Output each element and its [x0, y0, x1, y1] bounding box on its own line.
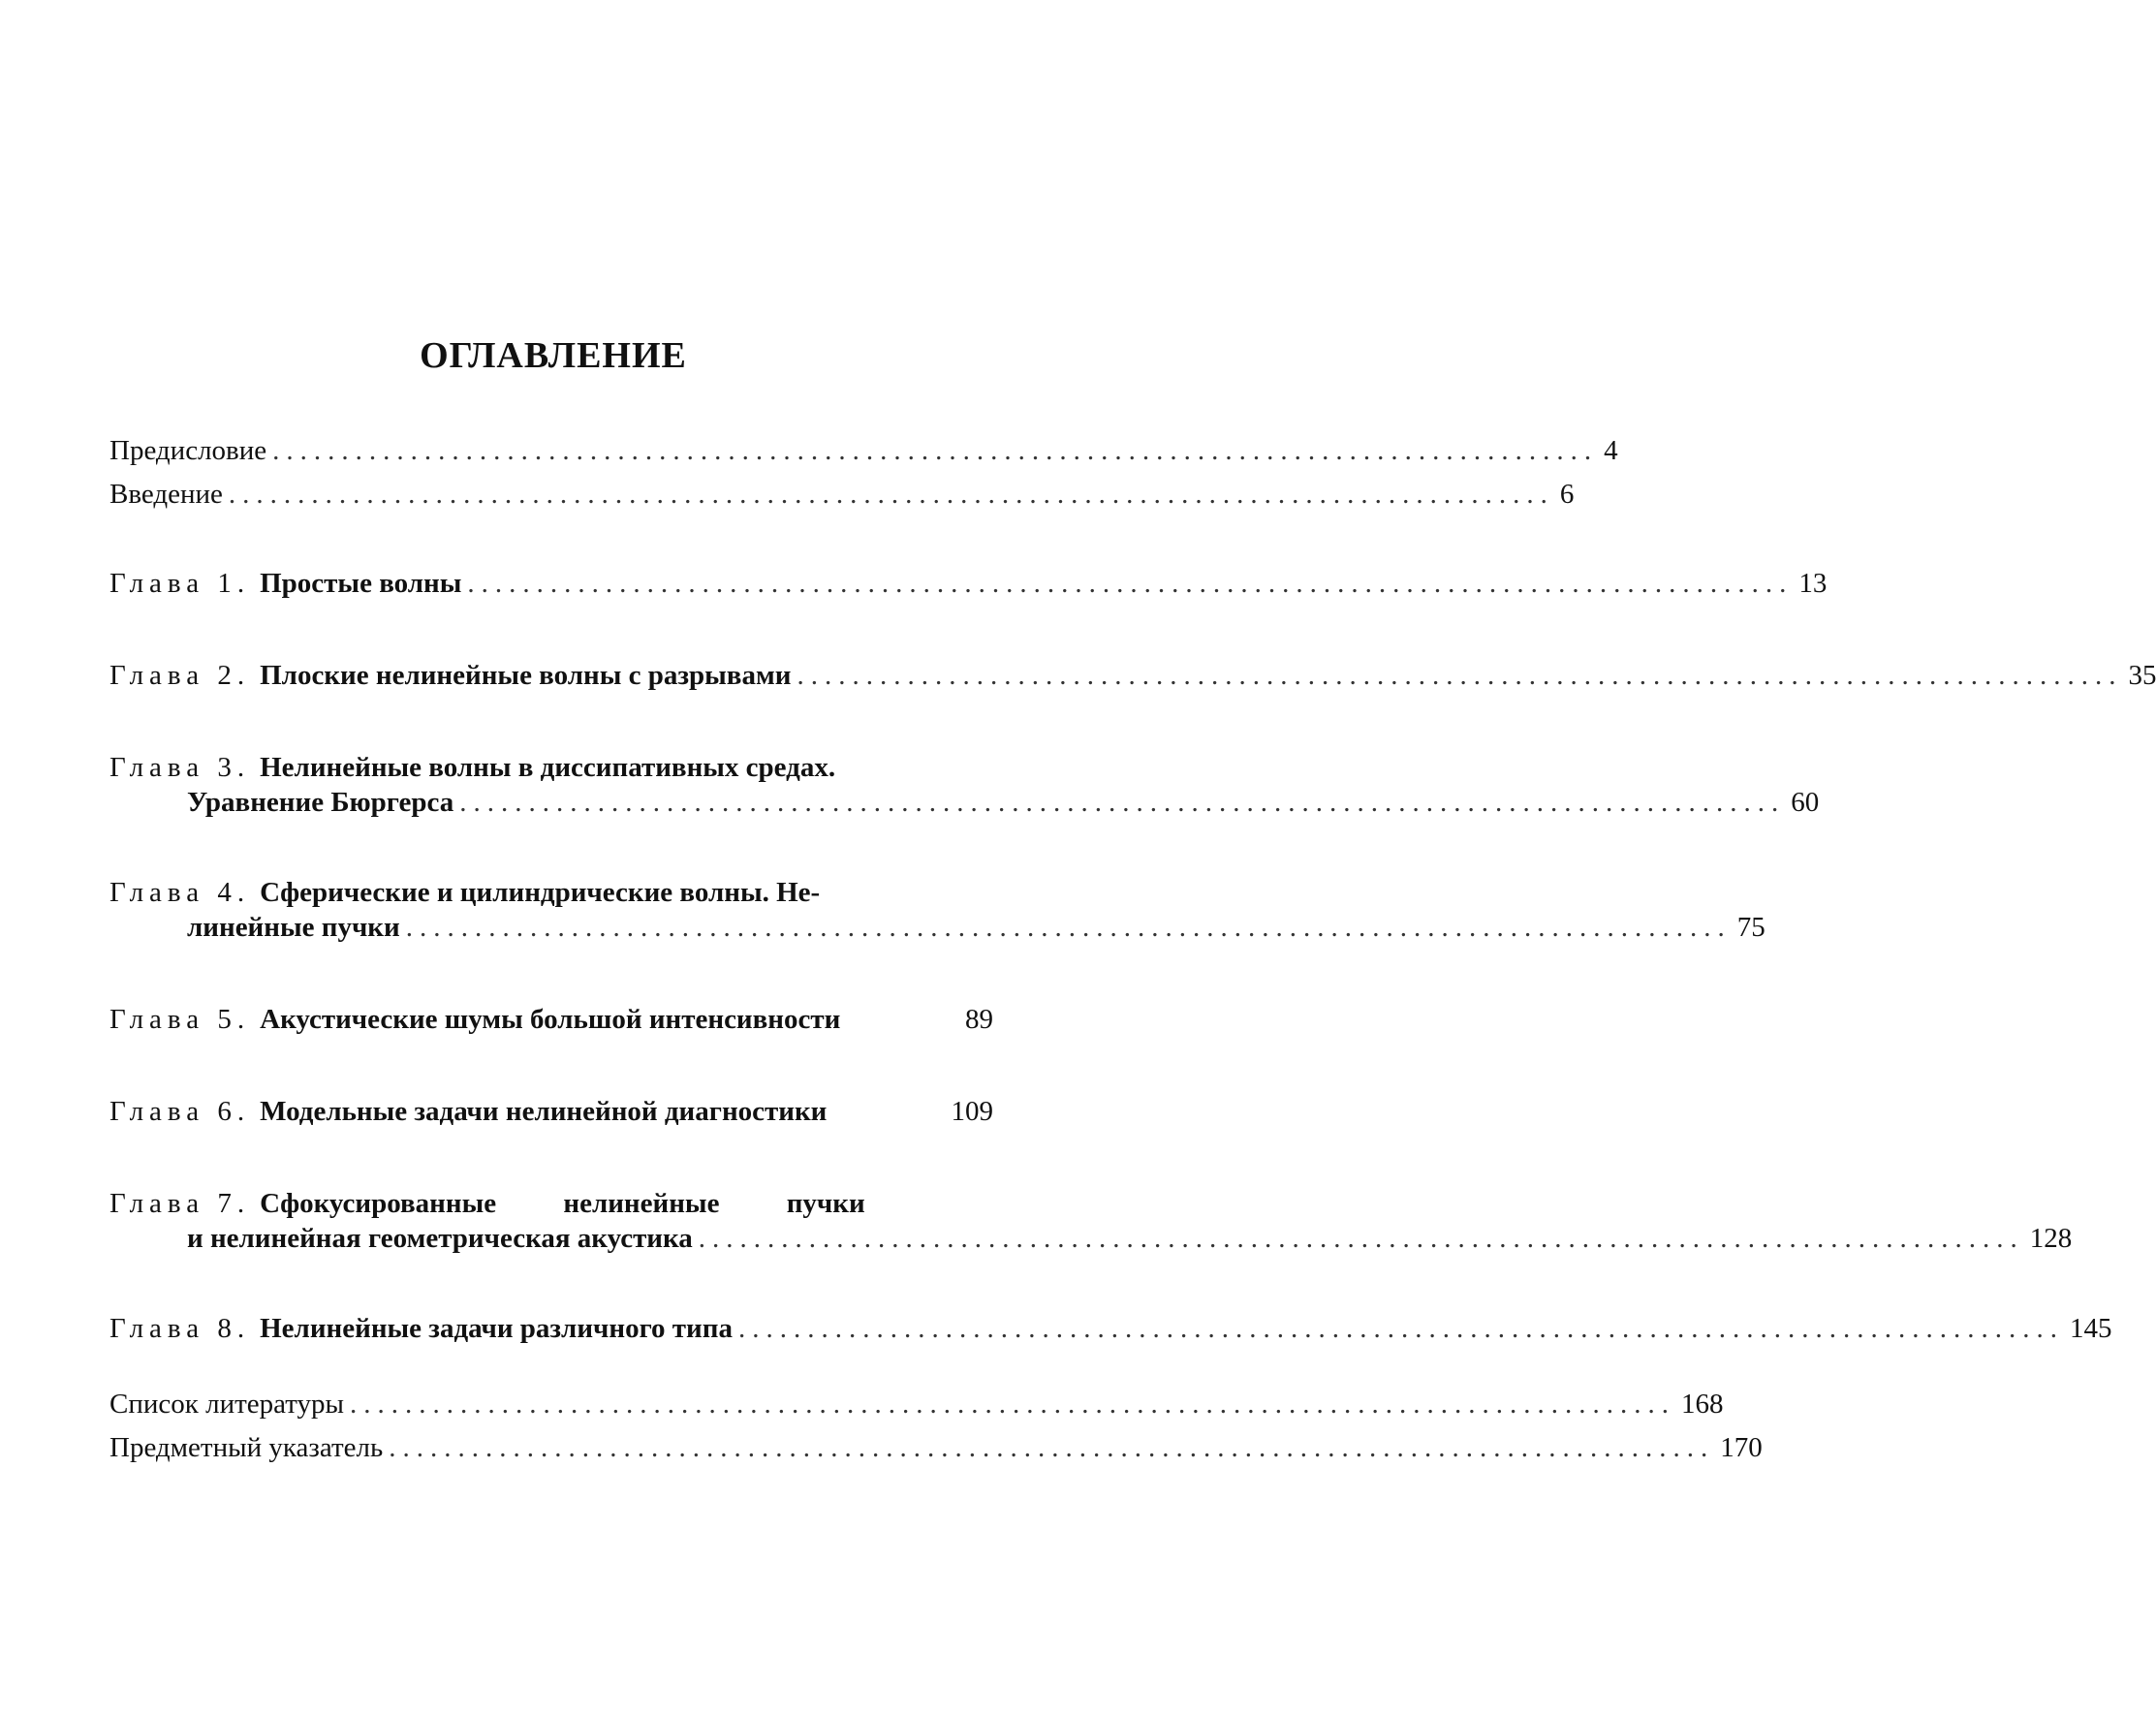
chapter-title: Нелинейные задачи различного типа: [260, 1313, 733, 1344]
dot-leader: ................................................................................................: [797, 660, 2123, 691]
toc-entry-chapter-4-continued[interactable]: [109, 910, 1765, 945]
toc-entry-chapter-2[interactable]: [109, 658, 2156, 693]
toc-page-number: 89: [965, 1004, 993, 1035]
toc-page-number: 145: [2069, 1313, 2112, 1344]
chapter-title: Акустические шумы большой интенсивности: [260, 1004, 841, 1035]
chapter-title-line-1: Нелинейные волны в диссипативных средах.: [260, 752, 836, 783]
chapter-prefix: Глава 8.: [109, 1313, 251, 1344]
chapter-title-line-1: Сфокусированные нелинейные пучки: [260, 1188, 865, 1219]
dot-leader: ................................................................................................: [405, 912, 1732, 943]
dot-leader: ................................................................................................: [272, 435, 1599, 466]
toc-entry-chapter-8[interactable]: [109, 1311, 2112, 1346]
toc-page-number: 13: [1798, 568, 1828, 599]
chapter-title: Простые волны: [260, 568, 462, 599]
toc-entry-introduction[interactable]: [109, 477, 1575, 512]
dot-leader: ................................................................................................: [698, 1223, 2024, 1254]
toc-entry-bibliography[interactable]: [109, 1387, 1724, 1421]
chapter-title-line-2: и нелинейная геометрическая акустика: [187, 1223, 693, 1254]
dot-leader: ................................................................................................: [228, 479, 1554, 510]
toc-entry-chapter-3[interactable]: [109, 750, 993, 785]
chapter-title-line-2: линейные пучки: [187, 912, 400, 943]
toc-page-number: 168: [1681, 1389, 1724, 1420]
toc-entry-chapter-1[interactable]: [109, 566, 1828, 601]
dot-leader: ................................................................................................: [389, 1432, 1715, 1463]
toc-entry-label: Предметный указатель: [109, 1432, 384, 1463]
toc-entry-preface[interactable]: [109, 433, 1618, 468]
chapter-prefix: Глава 4.: [109, 877, 251, 908]
chapter-prefix: Глава 7.: [109, 1188, 251, 1219]
dot-leader: ................................................................................................: [459, 787, 1786, 818]
toc-entry-chapter-7[interactable]: [109, 1186, 993, 1221]
chapter-title-line-1: Сферические и цилиндрические волны. Не-: [260, 877, 821, 908]
chapter-title: Плоские нелинейные волны с разрывами: [260, 660, 792, 691]
toc-entry-chapter-7-continued[interactable]: [109, 1221, 2073, 1256]
chapter-prefix: Глава 5.: [109, 1004, 251, 1035]
toc-page-number: 4: [1604, 435, 1618, 466]
dot-leader: ................................................................................................: [737, 1313, 2064, 1344]
toc-entry-chapter-5[interactable]: [109, 1002, 993, 1037]
toc-page-number: 35: [2128, 660, 2156, 691]
toc-page-number: 128: [2029, 1223, 2073, 1254]
toc-page-number: 75: [1736, 912, 1765, 943]
toc-page-number: 109: [951, 1096, 993, 1127]
toc-entry-chapter-6[interactable]: [109, 1094, 993, 1129]
toc-entry-chapter-4[interactable]: [109, 875, 993, 910]
toc-page-number: 170: [1720, 1432, 1763, 1463]
chapter-prefix: Глава 3.: [109, 752, 251, 783]
chapter-prefix: Глава 2.: [109, 660, 251, 691]
toc-entry-label: Список литературы: [109, 1389, 345, 1420]
toc-page-number: 6: [1559, 479, 1575, 510]
chapter-prefix: Глава 6.: [109, 1096, 251, 1127]
toc-entry-subject-index[interactable]: [109, 1430, 1763, 1465]
chapter-title: Модельные задачи нелинейной диагностики: [260, 1096, 828, 1127]
dot-leader: ................................................................................................: [467, 568, 1794, 599]
toc-entry-label: Введение: [109, 479, 223, 510]
toc-page-number: 60: [1791, 787, 1820, 818]
page-title: ОГЛАВЛЕНИЕ: [420, 335, 687, 376]
chapter-title-line-2: Уравнение Бюргерса: [187, 787, 454, 818]
toc-entry-label: Предисловие: [109, 435, 267, 466]
chapter-prefix: Глава 1.: [109, 568, 251, 599]
dot-leader: ................................................................................................: [350, 1389, 1676, 1420]
toc-entry-chapter-3-continued[interactable]: [109, 785, 1820, 820]
